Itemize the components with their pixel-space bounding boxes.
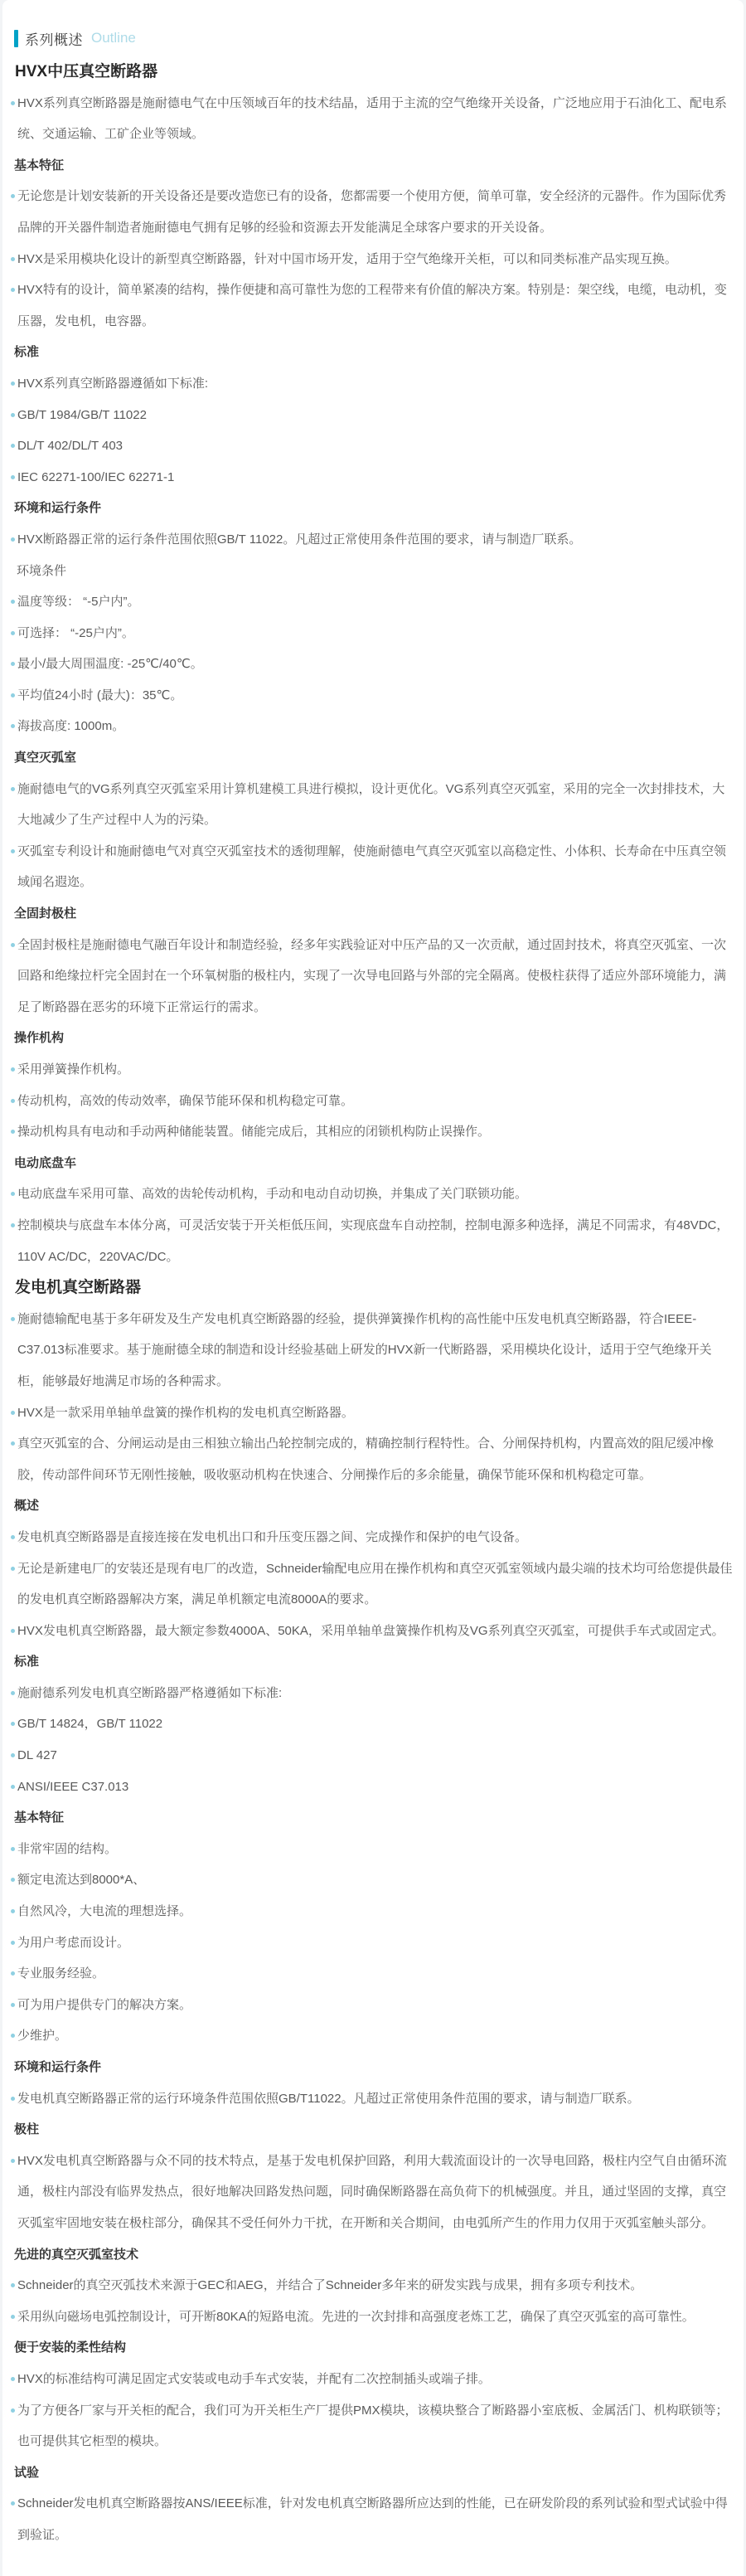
bullet-text: 少维护。 — [17, 2029, 68, 2044]
subsection-heading: 环境和运行条件 — [14, 2060, 102, 2074]
bullet-text: 发电机真空断路器正常的运行环境条件范围依照GB/T11022。凡超过正常使用条件范围的要求，请与制造厂联系。 — [17, 2091, 640, 2106]
bullet-text: HVX是一款采用单轴单盘簧的操作机构的发电机真空断路器。 — [17, 1405, 354, 1420]
bullet-dot-icon — [11, 2501, 15, 2506]
bullet-text: 为用户考虑而设计。 — [17, 1935, 130, 1950]
bullet-item — [11, 1772, 734, 1803]
section-title: HVX中压真空断路器 — [15, 63, 158, 80]
bullet-item — [11, 618, 734, 649]
bullet-text: 可为用户提供专门的解决方案。 — [17, 1997, 192, 2012]
bullet-dot-icon — [11, 1441, 15, 1446]
bullet-dot-icon — [11, 662, 15, 666]
bullet-text: 可选择： “-25户内”。 — [17, 625, 134, 640]
accent-bar-icon — [14, 30, 18, 47]
bullet-item — [11, 1616, 734, 1647]
section-header — [14, 22, 734, 55]
bullet-item — [11, 400, 734, 431]
bullet-text: DL/T 402/DL/T 403 — [17, 439, 124, 454]
bullet-dot-icon — [11, 1847, 15, 1851]
bullet-dot-icon — [11, 1223, 15, 1227]
bullet-item — [11, 1304, 734, 1397]
bullet-text: 施耐德输配电基于多年研发及生产发电机真空断路器的经验，提供弹簧操作机构的高性能中压发电机真空断路器，符合IEEE-C37.013标准要求。基于施耐德全球的制造和设计经验基础上研发的HVX新一代断路器，采用模块化设计，适用于空气绝缘开关柜，能够最好地满足市场的各种需求。 — [17, 1311, 712, 1388]
bullet-dot-icon — [11, 2283, 15, 2287]
bullet-dot-icon — [11, 1067, 15, 1072]
bullet-dot-icon — [11, 1722, 15, 1726]
bullet-dot-icon — [11, 475, 15, 479]
bullet-dot-icon — [11, 2315, 15, 2319]
bullet-item — [11, 462, 734, 493]
subsection-heading: 便于安装的柔性结构 — [14, 2340, 127, 2355]
bullet-item — [11, 649, 734, 680]
bullet-dot-icon — [11, 2034, 15, 2038]
bullet-text: 施耐德电气的VG系列真空灭弧室采用计算机建模工具进行模拟，设计更优化。VG系列真空灭弧室，采用的完全一次封排技术，大大地减少了生产过程中人为的污染。 — [17, 781, 725, 828]
bullet-text: 额定电流达到8000*A、 — [17, 1873, 146, 1888]
bullet-dot-icon — [11, 413, 15, 417]
bullet-text: 采用弹簧操作机构。 — [17, 1062, 130, 1077]
bullet-text: 传动机构，高效的传动效率，确保节能环保和机构稳定可靠。 — [17, 1093, 354, 1108]
bullet-dot-icon — [11, 2408, 15, 2413]
bullet-dot-icon — [11, 849, 15, 853]
bullet-text: 最小/最大周围温度: -25℃/40℃。 — [17, 657, 203, 672]
bullet-item — [11, 2395, 734, 2457]
bullet-dot-icon — [11, 1878, 15, 1882]
bullet-text: 非常牢固的结构。 — [17, 1841, 118, 1856]
bullet-dot-icon — [11, 1941, 15, 1945]
bullet-item — [11, 1958, 734, 1990]
bullet-item — [11, 680, 734, 712]
plain-line: 环境条件 — [17, 563, 67, 578]
bullet-item — [11, 774, 734, 836]
bullet-item — [11, 524, 734, 556]
bullet-item — [11, 2270, 734, 2301]
bullet-item — [11, 1864, 734, 1896]
bullet-text: 发电机真空断路器是直接连接在发电机出口和升压变压器之间、完成操作和保护的电气设备。 — [17, 1529, 528, 1544]
bullet-dot-icon — [11, 1629, 15, 1633]
bullet-item — [11, 2488, 734, 2550]
bullet-item — [11, 1678, 734, 1709]
bullet-text: 电动底盘车采用可靠、高效的齿轮传动机构，手动和电动自动切换，并集成了关门联锁功能。 — [17, 1187, 528, 1202]
bullet-item — [11, 275, 734, 337]
bullet-text: 平均值24小时 (最大)：35℃。 — [17, 688, 183, 702]
bullet-item — [11, 1522, 734, 1553]
bullet-item — [11, 2020, 734, 2052]
bullet-text: 无论是新建电厂的安装还是现有电厂的改造，Schneider输配电应用在操作机构和真空灭弧室领域内最尖端的技术均可给您提供最佳的发电机真空断路器解决方案，满足单机额定电流8000A的要求。 — [17, 1561, 733, 1607]
bullet-dot-icon — [11, 1691, 15, 1695]
bullet-dot-icon — [11, 1317, 15, 1321]
bullet-text: 采用纵向磁场电弧控制设计，可开断80KA的短路电流。先进的一次封排和高强度老炼工艺，确保了真空灭弧室的高可靠性。 — [17, 2309, 695, 2324]
bullet-text: 温度等级： “-5户内”。 — [17, 595, 140, 610]
bullet-item — [11, 930, 734, 1023]
bullet-text: 真空灭弧室的合、分闸运动是由三相独立输出凸轮控制完成的，精确控制行程特性。合、分闸保持机构，内置高效的阻尼缓冲橡胶，传动部件间环节无刚性接触，吸收驱动机构在快速合、分闸操作后的多余能量，确保节能环保和机构稳定可靠。 — [17, 1436, 715, 1482]
bullet-item — [11, 711, 734, 742]
bullet-dot-icon — [11, 787, 15, 791]
bullet-text: 灭弧室专利设计和施耐德电气对真空灭弧室技术的透彻理解，使施耐德电气真空灭弧室以高稳定性、小体积、长寿命在中压真空领域闻名遐迩。 — [17, 843, 727, 890]
bullet-text: 海拔高度: 1000m。 — [17, 719, 125, 734]
bullet-item — [11, 181, 734, 243]
bullet-item — [11, 2301, 734, 2333]
bullet-text: 操动机构具有电动和手动两种储能装置。储能完成后，其相应的闭锁机构防止误操作。 — [17, 1125, 491, 1140]
bullet-item — [11, 1553, 734, 1616]
bullet-dot-icon — [11, 288, 15, 292]
subsection-heading: 环境和运行条件 — [14, 501, 102, 516]
bullet-text: ANSI/IEEE C37.013 — [17, 1779, 129, 1794]
bullet-item — [11, 1210, 734, 1272]
bullet-text: 自然风冷，大电流的理想选择。 — [17, 1904, 192, 1919]
subsection-heading: 试验 — [14, 2465, 40, 2480]
subsection-heading: 电动底盘车 — [14, 1155, 77, 1170]
bullet-item — [11, 368, 734, 400]
bullet-item — [11, 1896, 734, 1927]
bullet-item — [11, 244, 734, 275]
bullet-dot-icon — [11, 1971, 15, 1976]
bullet-text: 专业服务经验。 — [17, 1966, 105, 1981]
bullet-item — [11, 1116, 734, 1148]
bullet-text: 控制模块与底盘车本体分离，可灵活安装于开关柜低压间，实现底盘车自动控制，控制电源多种选择，满足不同需求，有48VDC，110V AC/DC，220VAC/DC。 — [17, 1218, 729, 1264]
bullet-text: DL 427 — [17, 1748, 57, 1763]
bullet-dot-icon — [11, 257, 15, 261]
bullet-dot-icon — [11, 101, 15, 105]
bullet-text: Schneider发电机真空断路器按ANS/IEEE标准，针对发电机真空断路器所应达到的性能，已在研发阶段的系列试验和型式试验中得到验证。 — [17, 2496, 728, 2542]
bullet-dot-icon — [11, 1909, 15, 1913]
bullet-item — [11, 1179, 734, 1210]
subsection-heading: 基本特征 — [14, 1810, 65, 1825]
bullet-item — [11, 88, 734, 150]
subsection-heading: 基本特征 — [14, 158, 65, 173]
bullet-text: HVX发电机真空断路器与众不同的技术特点，是基于发电机保护回路，利用大载流面设计的一次导电回路，极柱内空气自由循环流通，极柱内部没有临界发热点，很好地解决回路发热问题，同时确保断路器在高负荷下的机械强度。并且，通过坚固的支撑，真空灭弧室牢固地安装在极柱部分，确保其不受任何外力干扰，在开断和关合期间，由电弧所产生的作用力仅用于灭弧室触头部分。 — [17, 2153, 727, 2230]
bullet-item — [11, 2364, 734, 2395]
bullet-text: HVX特有的设计，简单紧凑的结构，操作便捷和高可靠性为您的工程带来有价值的解决方案。特别是：架空线，电缆，电动机，变压器，发电机，电容器。 — [17, 283, 727, 328]
subsection-heading: 极柱 — [14, 2122, 40, 2137]
bullet-text: HVX是采用模块化设计的新型真空断路器，针对中国市场开发，适用于空气绝缘开关柜，可以和同类标准产品实现互换。 — [17, 251, 677, 266]
bullet-dot-icon — [11, 1785, 15, 1789]
bullet-item — [11, 1740, 734, 1772]
bullet-text: IEC 62271-100/IEC 62271-1 — [17, 469, 175, 484]
bullet-text: 施耐德系列发电机真空断路器严格遵循如下标准: — [17, 1685, 283, 1700]
bullet-dot-icon — [11, 444, 15, 448]
bullet-dot-icon — [11, 2159, 15, 2163]
bullet-text: HVX系列真空断路器是施耐德电气在中压领域百年的技术结晶，适用于主流的空气绝缘开关设备，广泛地应用于石油化工、配电系统、交通运输、工矿企业等领域。 — [17, 95, 727, 142]
bullet-item — [11, 1990, 734, 2021]
bullet-text: GB/T 1984/GB/T 11022 — [17, 407, 147, 422]
bullet-item — [11, 430, 734, 462]
bullet-dot-icon — [11, 631, 15, 635]
bullet-dot-icon — [11, 1753, 15, 1757]
bullet-dot-icon — [11, 1411, 15, 1415]
bullet-text: 无论您是计划安装新的开关设备还是要改造您已有的设备，您都需要一个使用方便，简单可靠，安全经济的元器件。作为国际优秀品牌的开关器件制造者施耐德电气拥有足够的经验和资源去开发能满足全球客户要求的开关设备。 — [17, 189, 727, 235]
bullet-item — [11, 1834, 734, 1865]
bullet-text: 为了方便各厂家与开关柜的配合，我们可为开关柜生产厂提供PMX模块，该模块整合了断路器小室底板、金属活门、机构联锁等；也可提供其它柜型的模块。 — [17, 2403, 729, 2449]
bullet-text: HVX系列真空断路器遵循如下标准: — [17, 376, 209, 391]
bullet-item — [11, 1397, 734, 1429]
subsection-heading: 全固封极柱 — [14, 906, 77, 921]
subsection-heading: 标准 — [14, 1655, 40, 1670]
bullet-text: HVX的标准结构可满足固定式安装或电动手车式安装，并配有二次控制插头或端子排。 — [17, 2371, 491, 2386]
subsection-heading: 标准 — [14, 345, 40, 360]
subsection-heading: 操作机构 — [14, 1031, 65, 1046]
bullet-dot-icon — [11, 194, 15, 198]
bullet-dot-icon — [11, 537, 15, 542]
bullet-item — [11, 1054, 734, 1086]
bullet-dot-icon — [11, 2003, 15, 2007]
bullet-text: GB/T 14824，GB/T 11022 — [17, 1717, 163, 1732]
bullet-text: Schneider的真空灭弧技术来源于GEC和AEG，并结合了Schneider多年来的研发实践与成果，拥有多项专利技术。 — [17, 2278, 643, 2293]
bullet-dot-icon — [11, 1099, 15, 1103]
bullet-dot-icon — [11, 1535, 15, 1539]
bullet-text: HVX断路器正常的运行条件范围依照GB/T 11022。凡超过正常使用条件范围的要求，请与制造厂联系。 — [17, 532, 582, 547]
bullet-item — [11, 2083, 734, 2115]
bullet-item — [11, 586, 734, 618]
bullet-item — [11, 1086, 734, 1117]
bullet-text: HVX发电机真空断路器，最大额定参数4000A、50KA，采用单轴单盘簧操作机构及VG系列真空灭弧室，可提供手车式或固定式。 — [17, 1623, 724, 1638]
section-header-title-zh: 系列概述 — [25, 32, 83, 48]
bullet-item — [11, 1927, 734, 1959]
document-body — [11, 56, 734, 2551]
bullet-item — [11, 1708, 734, 1740]
bullet-item — [11, 2146, 734, 2239]
bullet-dot-icon — [11, 2377, 15, 2381]
section-title: 发电机真空断路器 — [15, 1279, 142, 1297]
bullet-dot-icon — [11, 724, 15, 728]
bullet-dot-icon — [11, 382, 15, 386]
bullet-dot-icon — [11, 943, 15, 947]
subsection-heading: 概述 — [14, 1499, 40, 1514]
bullet-dot-icon — [11, 1130, 15, 1134]
bullet-dot-icon — [11, 2097, 15, 2101]
bullet-dot-icon — [11, 693, 15, 697]
bullet-item — [11, 1428, 734, 1490]
section-header-title-en: Outline — [91, 30, 136, 46]
content-card — [2, 0, 744, 2576]
bullet-dot-icon — [11, 600, 15, 604]
subsection-heading: 先进的真空灭弧室技术 — [14, 2247, 139, 2262]
bullet-text: 全固封极柱是施耐德电气融百年设计和制造经验，经多年实践验证对中压产品的又一次贡献，通过固封技术，将真空灭弧室、一次回路和绝缘拉杆完全固封在一个环氧树脂的极柱内，实现了一次导电回路与外部的完全隔离。使极柱获得了适应外部环境能力，满足了断路器在恶劣的环境下正常运行的需求。 — [17, 937, 727, 1014]
bullet-item — [11, 836, 734, 898]
subsection-heading: 真空灭弧室 — [14, 751, 77, 766]
bullet-dot-icon — [11, 1567, 15, 1571]
bullet-dot-icon — [11, 1192, 15, 1196]
